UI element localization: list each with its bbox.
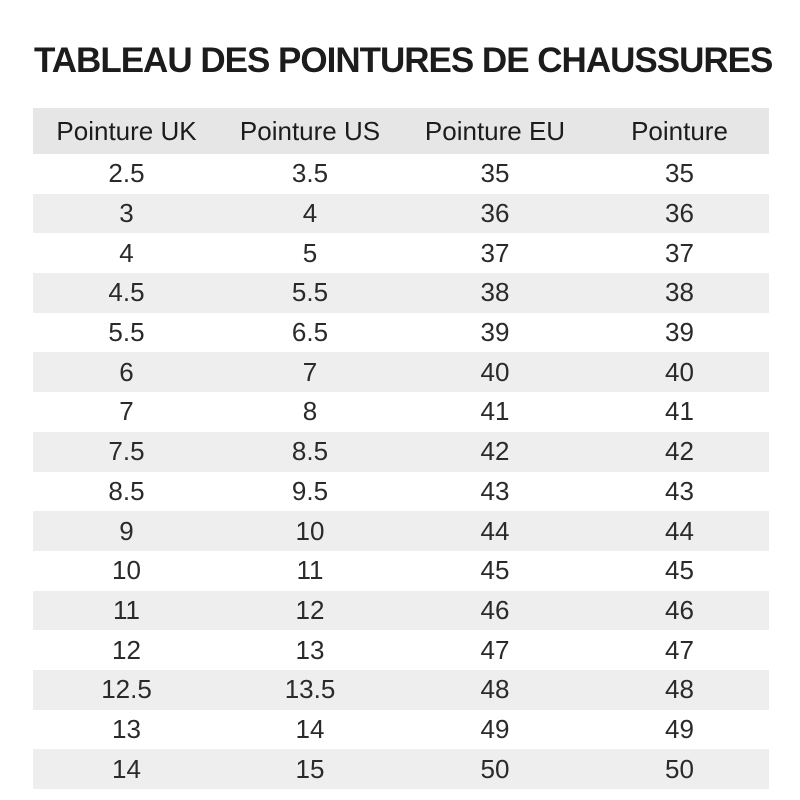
cell-eu-size: 40 (400, 352, 590, 392)
cell-size: 50 (590, 749, 769, 789)
cell-us-size: 9.5 (220, 472, 400, 512)
cell-us-size: 10 (220, 511, 400, 551)
cell-eu-size: 36 (400, 194, 590, 234)
table-row (33, 352, 769, 392)
cell-eu-size: 35 (400, 154, 590, 194)
cell-us-size: 11 (220, 551, 400, 591)
table-row (33, 472, 769, 512)
cell-uk-size: 8.5 (33, 472, 220, 512)
cell-eu-size: 50 (400, 749, 590, 789)
cell-uk-size: 4 (33, 233, 220, 273)
cell-eu-size: 44 (400, 511, 590, 551)
cell-size: 45 (590, 551, 769, 591)
table-row (33, 670, 769, 710)
cell-uk-size: 9 (33, 511, 220, 551)
cell-us-size: 15 (220, 749, 400, 789)
table-body (33, 154, 769, 789)
cell-us-size: 8 (220, 392, 400, 432)
table-row (33, 591, 769, 631)
cell-eu-size: 38 (400, 273, 590, 313)
cell-us-size: 8.5 (220, 432, 400, 472)
cell-size: 38 (590, 273, 769, 313)
cell-uk-size: 4.5 (33, 273, 220, 313)
header-size: Pointure (590, 108, 769, 154)
cell-uk-size: 7.5 (33, 432, 220, 472)
cell-size: 35 (590, 154, 769, 194)
cell-size: 48 (590, 670, 769, 710)
cell-size: 44 (590, 511, 769, 551)
cell-eu-size: 43 (400, 472, 590, 512)
cell-eu-size: 42 (400, 432, 590, 472)
table-row (33, 710, 769, 750)
table-row (33, 194, 769, 234)
table-row (33, 511, 769, 551)
cell-size: 41 (590, 392, 769, 432)
cell-us-size: 12 (220, 591, 400, 631)
cell-size: 43 (590, 472, 769, 512)
table-row (33, 233, 769, 273)
cell-uk-size: 6 (33, 352, 220, 392)
cell-size: 49 (590, 710, 769, 750)
table-row (33, 154, 769, 194)
cell-eu-size: 41 (400, 392, 590, 432)
cell-eu-size: 39 (400, 313, 590, 353)
table-row (33, 551, 769, 591)
cell-us-size: 3.5 (220, 154, 400, 194)
table-header-row (33, 108, 769, 154)
table-row (33, 392, 769, 432)
cell-eu-size: 37 (400, 233, 590, 273)
cell-uk-size: 11 (33, 591, 220, 631)
cell-size: 37 (590, 233, 769, 273)
cell-us-size: 13 (220, 630, 400, 670)
cell-us-size: 5 (220, 233, 400, 273)
table-row (33, 432, 769, 472)
cell-size: 36 (590, 194, 769, 234)
cell-us-size: 14 (220, 710, 400, 750)
cell-eu-size: 47 (400, 630, 590, 670)
cell-uk-size: 13 (33, 710, 220, 750)
table-row (33, 313, 769, 353)
table-row (33, 273, 769, 313)
cell-us-size: 7 (220, 352, 400, 392)
header-uk-size: Pointure UK (33, 108, 220, 154)
cell-size: 40 (590, 352, 769, 392)
cell-uk-size: 12.5 (33, 670, 220, 710)
header-eu-size: Pointure EU (400, 108, 590, 154)
cell-size: 39 (590, 313, 769, 353)
cell-uk-size: 3 (33, 194, 220, 234)
cell-uk-size: 2.5 (33, 154, 220, 194)
cell-size: 42 (590, 432, 769, 472)
header-us-size: Pointure US (220, 108, 400, 154)
shoe-size-table (33, 108, 769, 789)
table-row (33, 630, 769, 670)
cell-eu-size: 46 (400, 591, 590, 631)
cell-size: 46 (590, 591, 769, 631)
page-title: TABLEAU DES POINTURES DE CHAUSSURES (34, 41, 773, 80)
cell-eu-size: 48 (400, 670, 590, 710)
cell-uk-size: 7 (33, 392, 220, 432)
cell-uk-size: 5.5 (33, 313, 220, 353)
cell-uk-size: 14 (33, 749, 220, 789)
cell-us-size: 6.5 (220, 313, 400, 353)
cell-us-size: 13.5 (220, 670, 400, 710)
cell-us-size: 4 (220, 194, 400, 234)
cell-eu-size: 49 (400, 710, 590, 750)
cell-eu-size: 45 (400, 551, 590, 591)
cell-uk-size: 10 (33, 551, 220, 591)
table-row (33, 749, 769, 789)
cell-uk-size: 12 (33, 630, 220, 670)
cell-size: 47 (590, 630, 769, 670)
cell-us-size: 5.5 (220, 273, 400, 313)
